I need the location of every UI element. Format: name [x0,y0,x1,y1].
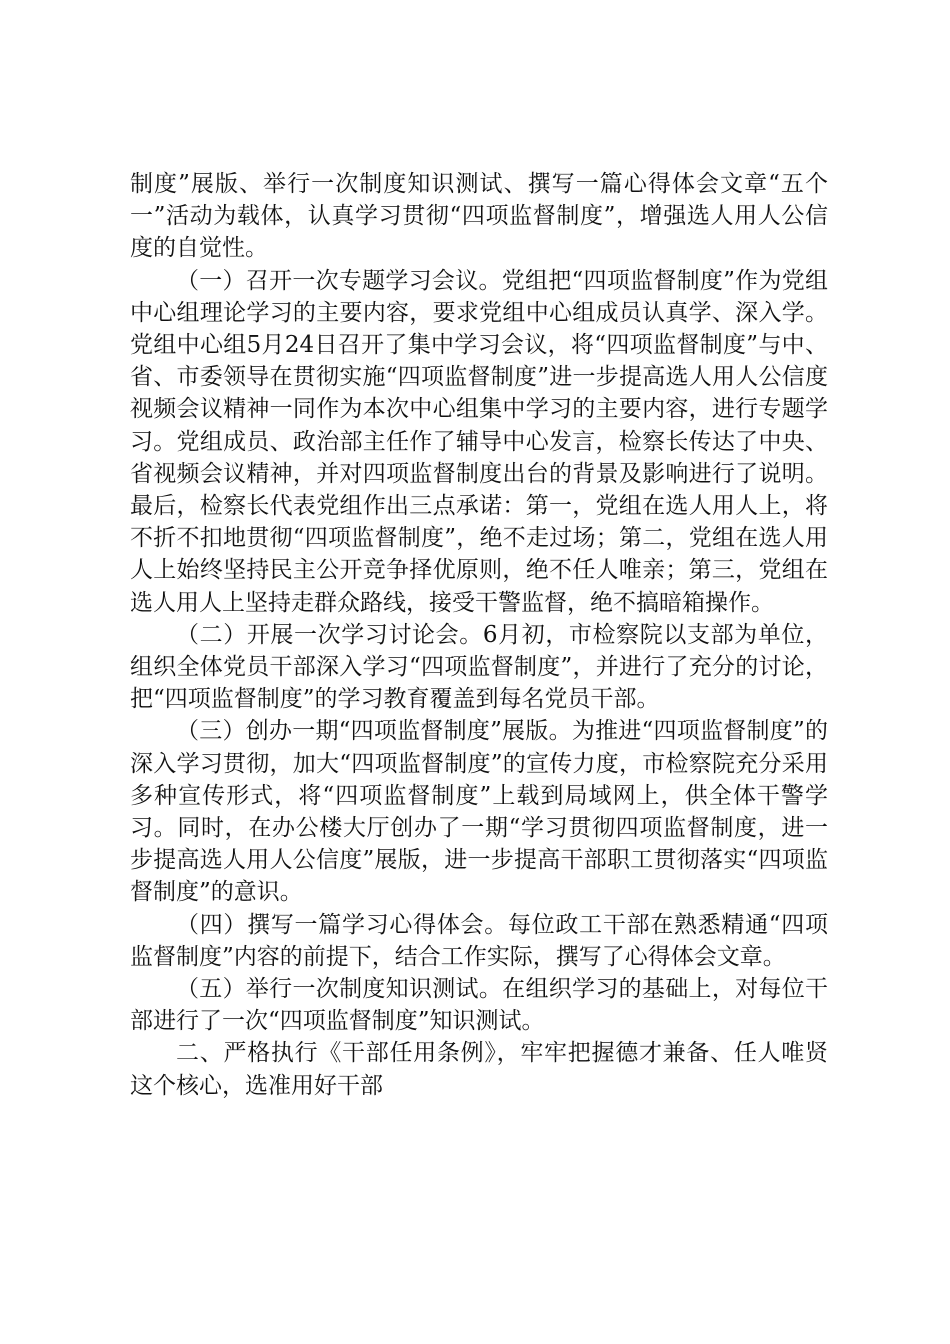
paragraph-section-3: （三）创办一期“四项监督制度”展版。为推进“四项监督制度”的深入学习贯彻，加大“四项监督制度”的宣传力度，市检察院充分采用多种宣传形式，将“四项监督制度”上载到局域网上，供全体干警学习。同时，在办公楼大厅创办了一期“学习贯彻四项监督制度，进一步提高选人用人公信度”展版，进一步提高干部职工贯彻落实“四项监督制度”的意识。 [130,718,828,906]
document-body [130,168,828,1102]
paragraph-section-5: （五）举行一次制度知识测试。在组织学习的基础上，对每位干部进行了一次“四项监督制度”知识测试。 [130,976,828,1035]
paragraph-continuation: 制度”展版、举行一次制度知识测试、撰写一篇心得体会文章“五个一”活动为载体，认真学习贯彻“四项监督制度”，增强选人用人公信度的自觉性。 [130,171,828,262]
paragraph-section-2: （二）开展一次学习讨论会。6月初，市检察院以支部为单位，组织全体党员干部深入学习“四项监督制度”，并进行了充分的讨论，把“四项监督制度”的学习教育覆盖到每名党员干部。 [130,621,828,713]
paragraph-section-1: （一）召开一次专题学习会议。党组把“四项监督制度”作为党组中心组理论学习的主要内容，要求党组中心组成员认真学、深入学。党组中心组5月24日召开了集中学习会议，将“四项监督制度”与中、省、市委领导在贯彻实施“四项监督制度”进一步提高选人用人公信度视频会议精神一同作为本次中心组集中学习的主要内容，进行专题学习。党组成员、政治部主任作了辅导中心发言，检察长传达了中央、省视频会议精神，并对四项监督制度出台的背景及影响进行了说明。最后，检察长代表党组作出三点承诺：第一，党组在选人用人上，将不折不扣地贯彻“四项监督制度”，绝不走过场；第二，党组在选人用人上始终坚持民主公开竞争择优原则，绝不任人唯亲；第三，党组在选人用人上坚持走群众路线，接受干警监督，绝不搞暗箱操作。 [130,267,828,616]
paragraph-section-4: （四）撰写一篇学习心得体会。每位政工干部在熟悉精通“四项监督制度”内容的前提下，结合工作实际，撰写了心得体会文章。 [130,911,828,970]
paragraph-heading-2: 二、严格执行《干部任用条例》，牢牢把握德才兼备、任人唯贤这个核心，选准用好干部 [130,1040,828,1099]
